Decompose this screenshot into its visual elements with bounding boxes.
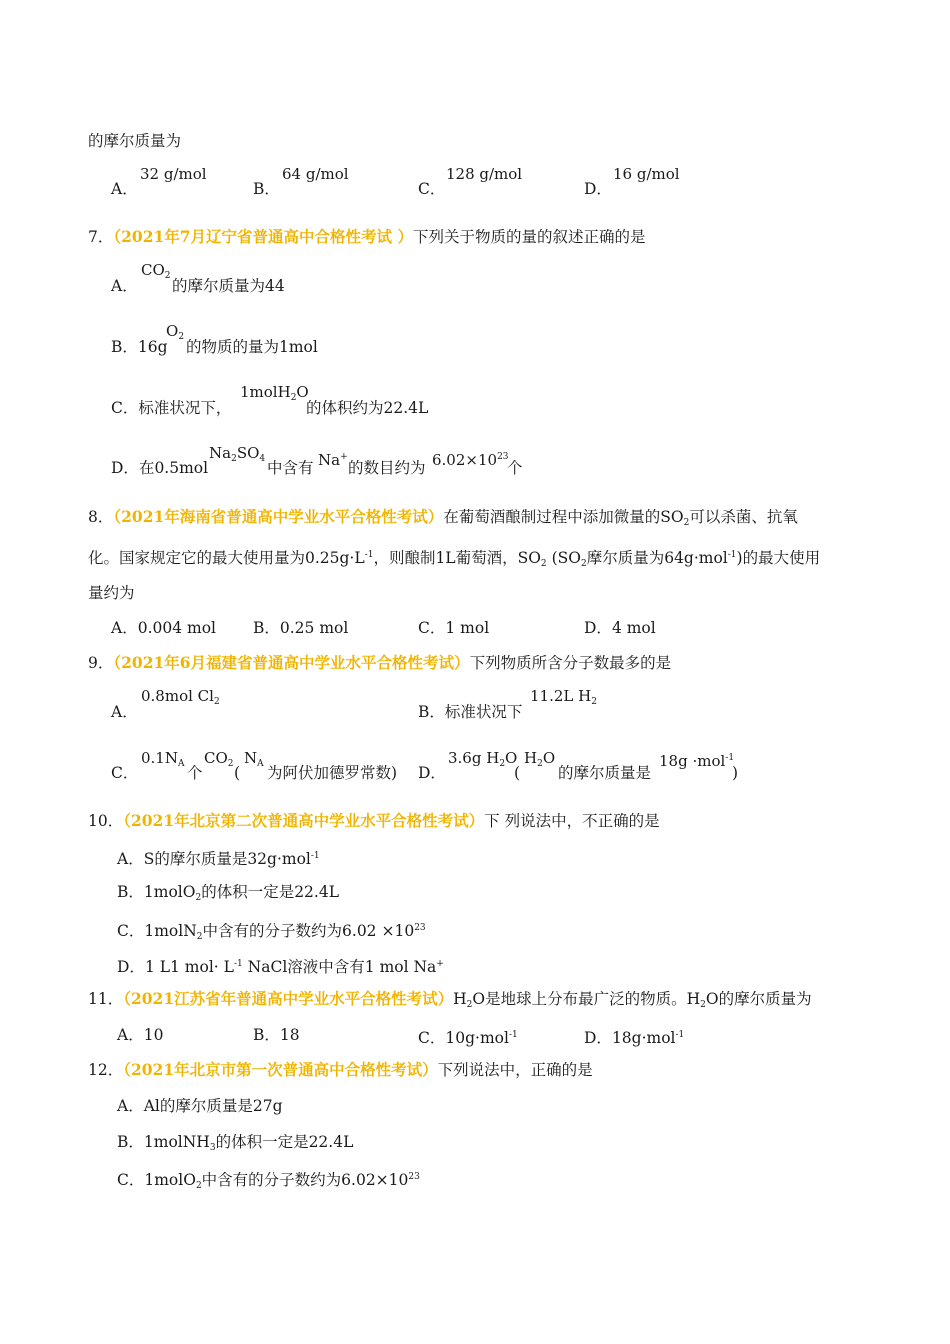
q7-option-d-formula: $Na_2SO_4$ xyxy=(209,444,266,464)
q12-header xyxy=(88,1060,593,1080)
q12-number: 12． xyxy=(88,1061,124,1079)
q9-source: （2021年6月福建省普通高中学业水平合格性考试） xyxy=(113,653,470,672)
q9-number: 9． xyxy=(88,654,114,672)
q12-stem: 下列说法中，正确的是 xyxy=(437,1061,593,1079)
q12-option-c: C．1molO$_2$中含有的分子数约为$6.02\times 10^{23}$ xyxy=(117,1171,420,1191)
q11-option-c: C．10g·mol$^{-1}$ xyxy=(418,1029,518,1047)
q11-header: 11．（2021江苏省年普通高中学业水平合格性考试）$H_2O$是地球上分布最广泛的物质。$H_2O$的摩尔质量为 xyxy=(88,989,812,1010)
q8-option-a: A．0.004 mol xyxy=(111,619,216,637)
q10-option-a: A．S的摩尔质量是32g·mol$^{-1}$ xyxy=(117,850,320,868)
q9-option-c-mid: 个 xyxy=(187,764,203,782)
q9-option-d-value: 18g ·mol$^{-1}$ xyxy=(659,752,735,770)
q9-option-d-close: ) xyxy=(732,764,739,782)
q10-header xyxy=(88,811,660,831)
q9-option-a-letter: A． xyxy=(111,703,138,721)
q7-option-c-letter: C．标准状况下， xyxy=(111,399,232,417)
q7-option-c-formula: 1molH$_2$O xyxy=(240,383,309,403)
q7-option-d-mid: 中含有 xyxy=(267,459,314,477)
q9-option-d-h2o: $H_2O$ xyxy=(524,749,556,769)
q11-option-d: D．18g·mol$^{-1}$ xyxy=(584,1029,685,1047)
q9-option-c-co2: $CO_2$ xyxy=(204,749,234,769)
q11-source: （2021江苏省年普通高中学业水平合格性考试） xyxy=(123,989,454,1008)
q11-option-a: A．10 xyxy=(117,1026,164,1044)
q7-option-d-letter: D．在0.5mol xyxy=(111,459,209,477)
q12-source: （2021年北京市第一次普通高中合格性考试） xyxy=(123,1060,438,1079)
q9-option-d-formula: 3.6g $H_2O$ xyxy=(448,749,518,769)
q8-option-b: B．0.25 mol xyxy=(253,619,349,637)
q8-number: 8． xyxy=(88,508,114,526)
q7-option-b-formula: $O_2$ xyxy=(166,322,185,342)
q7-option-a-letter: A． xyxy=(111,277,138,295)
q10-stem: 下 列说法中，不正确的是 xyxy=(484,812,660,830)
q7-option-d-mid2: 的数目约为 xyxy=(348,459,426,477)
q7-header xyxy=(88,227,645,247)
q9-option-b-formula: 11.2L $H_2$ xyxy=(530,687,597,707)
q7-option-b-letter: B．16g xyxy=(111,338,168,356)
q8-source: （2021年海南省普通高中学业水平合格性考试） xyxy=(113,507,444,526)
q8-line-3: 量约为 xyxy=(88,584,135,602)
q6-option-c-value: 128 g/mol xyxy=(446,165,523,183)
q7-option-a-formula: $CO_2$ xyxy=(141,261,171,281)
q6-option-b-letter: B． xyxy=(253,180,280,198)
q9-option-d-letter: D． xyxy=(418,764,446,782)
q6-option-b-value: 64 g/mol xyxy=(282,165,349,183)
q6-option-a-letter: A． xyxy=(111,180,138,198)
q6-stem-tail: 的摩尔质量为 xyxy=(88,132,182,150)
q6-option-d-value: 16 g/mol xyxy=(613,165,680,183)
q11-number: 11． xyxy=(88,990,124,1008)
q9-header xyxy=(88,653,671,673)
q9-option-d-mid: 的摩尔质量是 xyxy=(558,764,652,782)
q12-option-a: A．Al的摩尔质量是27g xyxy=(117,1097,283,1115)
q9-option-c-formula: $0.1N_A$ xyxy=(141,749,185,769)
q10-option-c: C．1molN$_2$中含有的分子数约为$6.02 \times 10^{23}$ xyxy=(117,922,426,942)
q9-stem: 下列物质所含分子数最多的是 xyxy=(469,654,672,672)
q8-option-d: D．4 mol xyxy=(584,619,656,637)
q9-option-d-paren: ( xyxy=(514,764,521,782)
q9-option-c-letter: C． xyxy=(111,764,139,782)
q9-option-b-letter: B．标准状况下 xyxy=(418,703,523,721)
q9-option-a-formula: 0.8mol $Cl_2$ xyxy=(141,687,220,707)
q7-option-d-ion: Na+ xyxy=(318,451,348,469)
q7-option-d-tail: 个 xyxy=(507,459,523,477)
q6-option-c-letter: C． xyxy=(418,180,446,198)
q6-option-a-value: 32 g/mol xyxy=(140,165,207,183)
q7-source: （2021年7月辽宁省普通高中合格性考试 ） xyxy=(113,227,413,246)
q12-option-b: B．1molNH$_3$的体积一定是22.4L xyxy=(117,1133,354,1153)
q8-line-1: 8．（2021年海南省普通高中学业水平合格性考试）在葡萄酒酿制过程中添加微量的$SO_2$可以杀菌、抗氧 xyxy=(88,507,798,528)
q6-option-d-letter: D． xyxy=(584,180,612,198)
q10-option-b: B．1molO$_2$的体积一定是22.4L xyxy=(117,883,339,903)
q9-option-c-tail: 为阿伏加德罗常数) xyxy=(267,764,398,782)
q7-stem: 下列关于物质的量的叙述正确的是 xyxy=(412,228,646,246)
q7-option-b-text: 的物质的量为1mol xyxy=(186,338,318,356)
q8-option-c: C．1 mol xyxy=(418,619,490,637)
q10-source: （2021年北京第二次普通高中学业水平合格性考试） xyxy=(123,811,485,830)
q9-option-c-na: $N_A$ xyxy=(244,749,264,769)
q9-option-c-paren: ( xyxy=(234,764,241,782)
q7-option-a-text: 的摩尔质量为44 xyxy=(172,277,285,295)
q7-option-d-number: $6.02\times 10^{23}$ xyxy=(432,451,509,469)
q8-line-2: 化。国家规定它的最大使用量为$0.25g\cdot L^{-1}$，则酿制1L葡萄酒，$SO_2$ ($SO_2$摩尔质量为64g·mol$^{-1}$)的最大使用 xyxy=(88,549,821,569)
q7-option-c-text: 的体积约为22.4L xyxy=(306,399,429,417)
q10-number: 10． xyxy=(88,812,124,830)
q11-option-b: B．18 xyxy=(253,1026,300,1044)
q10-option-d: D．1 L1 $mol\cdot L^{-1}$ NaCl溶液中含有1 mol Na+ xyxy=(117,958,444,976)
q7-number: 7． xyxy=(88,228,114,246)
